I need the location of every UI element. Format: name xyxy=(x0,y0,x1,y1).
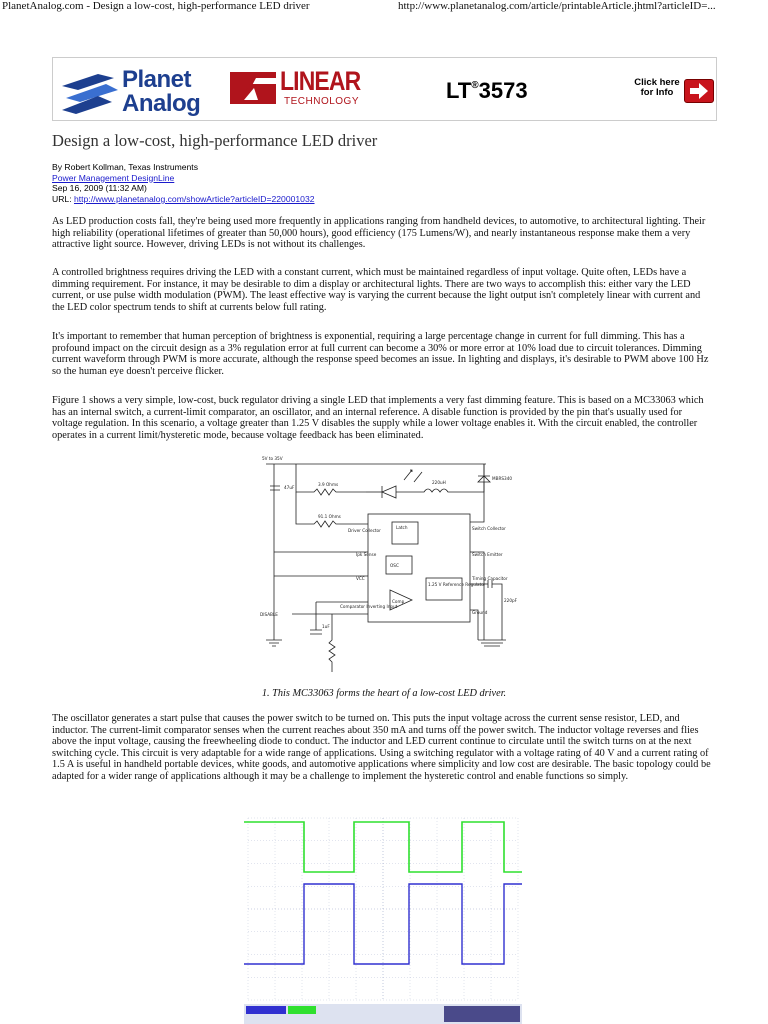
schem-pin-vcc: VCC xyxy=(356,576,365,581)
schem-comp: Comp xyxy=(392,599,405,604)
section-link[interactable]: Power Management DesignLine xyxy=(52,172,175,183)
print-header xyxy=(0,0,768,14)
schem-cap-in: 47uF xyxy=(284,485,295,490)
url-label: URL: xyxy=(52,193,72,204)
schem-pin-sense: Ipk Sense xyxy=(356,552,377,557)
planet-analog-swoosh-icon xyxy=(58,64,120,120)
schem-pin-ground: Ground xyxy=(472,610,488,615)
schem-pin-driver: Driver Collector xyxy=(348,528,381,533)
linear-logo-icon xyxy=(228,70,278,106)
logo-word-analog: Analog xyxy=(122,90,201,117)
paragraph-3: It's important to remember that human perception of brightness is exponential, requiring a large percentage change in current for full dimming. This has a profound impact on the circuit design as a 3% regulation error at full current can become a 30% or more error at 10% load due to circuit tolerances. Dimming current waveform through PWM is more accurate, although the response speed becomes an issue. In lighting and displays, it's desirable to PWM above 100 Hz so the human eye doesn't perceive flicker. xyxy=(52,331,709,377)
schem-disable: DISABLE xyxy=(260,612,278,617)
schem-latch: Latch xyxy=(396,525,408,530)
byline: By Robert Kollman, Texas Instruments xyxy=(52,162,198,172)
paragraph-2: A controlled brightness requires driving the LED with a constant current, which must be maintained regardless of input voltage. Quite often, LEDs have a dimming requirement. For instance, it may be desirable to dim a display or architectural lights. There are two ways to accomplish this: either vary the LED current, or use pulse width modulation (PWM). The least effective way is varying the current because the light output isn't completely linear with current and the LED color spectrum tends to shift at currents below full rating. xyxy=(52,267,701,313)
paragraph-5: The oscillator generates a start pulse that causes the power switch to be turned on. This puts the input voltage across the current sense resistor, LED, and inductor. The current-limit comparator senses when the current reaches about 350 mA and turns off the power switch. The inductor voltage reverses and flies above the input voltage, causing the freewheeling diode to conduct. The inductor and LED current continue to circulate until the switch turns on at the next switching cycle. This circuit is very adaptable for a wide range of applications. Using a switching regulator with a voltage rating of 40 V and a current rating of 1.5 A is useful in handheld portable devices, white goods, and automotive applications where simplicity and low cost are desirable. The basic topology could be adapted for a wider range of applications although it may be a challenge to implement the hysteretic control and enable functions so simply. xyxy=(52,713,711,782)
print-header-title: PlanetAnalog.com - Design a low-cost, high-performance LED driver xyxy=(2,0,310,12)
schem-ref: 1.25 V Reference Regulator xyxy=(428,582,486,587)
schem-pin-timing: Timing Capacitor xyxy=(472,576,508,581)
schem-cap-timing: 220pF xyxy=(504,598,518,603)
schem-pin-switch-emitter: Switch Emitter xyxy=(472,552,503,557)
figure-1-caption: 1. This MC33063 forms the heart of a low-cost LED driver. xyxy=(261,688,507,699)
linear-brand: LINEAR xyxy=(280,66,361,96)
article-meta xyxy=(52,162,315,204)
article-title: Design a low-cost, high-performance LED driver xyxy=(52,131,378,150)
schem-osc: OSC xyxy=(390,563,399,568)
schem-diode: MBRS340 xyxy=(492,476,513,481)
schem-inductor: 220uH xyxy=(432,480,446,485)
print-header-url: http://www.planetanalog.com/article/printableArticle.jhtml?articleID=... xyxy=(398,0,716,12)
schem-r2: 91.1 Ohms xyxy=(318,514,341,519)
schem-cap-1u: 1uF xyxy=(322,624,330,629)
paragraph-4: Figure 1 shows a very simple, low-cost, buck regulator driving a single LED that implements a very fast dimming feature. This is based on a MC33063 which has an internal switch, a current-limit comparator, an oscillator, and an internal reference. A disable function is provided by the pin that's usually used for voltage regulation. In this scenario, a voltage greater than 1.25 V disables the supply while a lower voltage enables it. With the circuit enabled, the controller operates in a current limit/hysteretic mode, because voltage feedback has been eliminated. xyxy=(52,395,704,441)
linear-brand-sub: TECHNOLOGY xyxy=(284,96,360,107)
ad-part-number: LT®3573 xyxy=(446,78,528,103)
arrow-right-icon xyxy=(684,79,714,103)
figure-2-scope-capture xyxy=(244,814,522,1024)
ad-click-label: Click here for Info xyxy=(634,77,680,98)
schem-r-sense: 3.9 Ohms xyxy=(318,482,339,487)
article-url-link[interactable]: http://www.planetanalog.com/showArticle?articleID=220001032 xyxy=(73,193,315,204)
figure-1-schematic xyxy=(256,452,518,678)
schem-pin-switch-collector: Switch Collector xyxy=(472,526,506,531)
paragraph-1: As LED production costs fall, they're being used more frequently in applications ranging from handheld devices, to automotive, to architectural lighting. Their high reliability (operational lifetimes of greater than 50,000 hours), good efficiency (175 Lumens/W), and nearly instantaneous response make them a very attractive light source. However, driving LEDs is not without its challenges. xyxy=(52,216,706,251)
article-date: Sep 16, 2009 (11:32 AM) xyxy=(52,183,147,194)
logo-word-planet: Planet xyxy=(122,66,192,93)
schem-vin: 5V to 35V xyxy=(262,456,283,461)
schem-pin-comp: Comparator Inverting Input xyxy=(340,604,398,609)
ad-click-button[interactable] xyxy=(632,78,712,104)
planet-analog-logo[interactable] xyxy=(58,62,208,122)
